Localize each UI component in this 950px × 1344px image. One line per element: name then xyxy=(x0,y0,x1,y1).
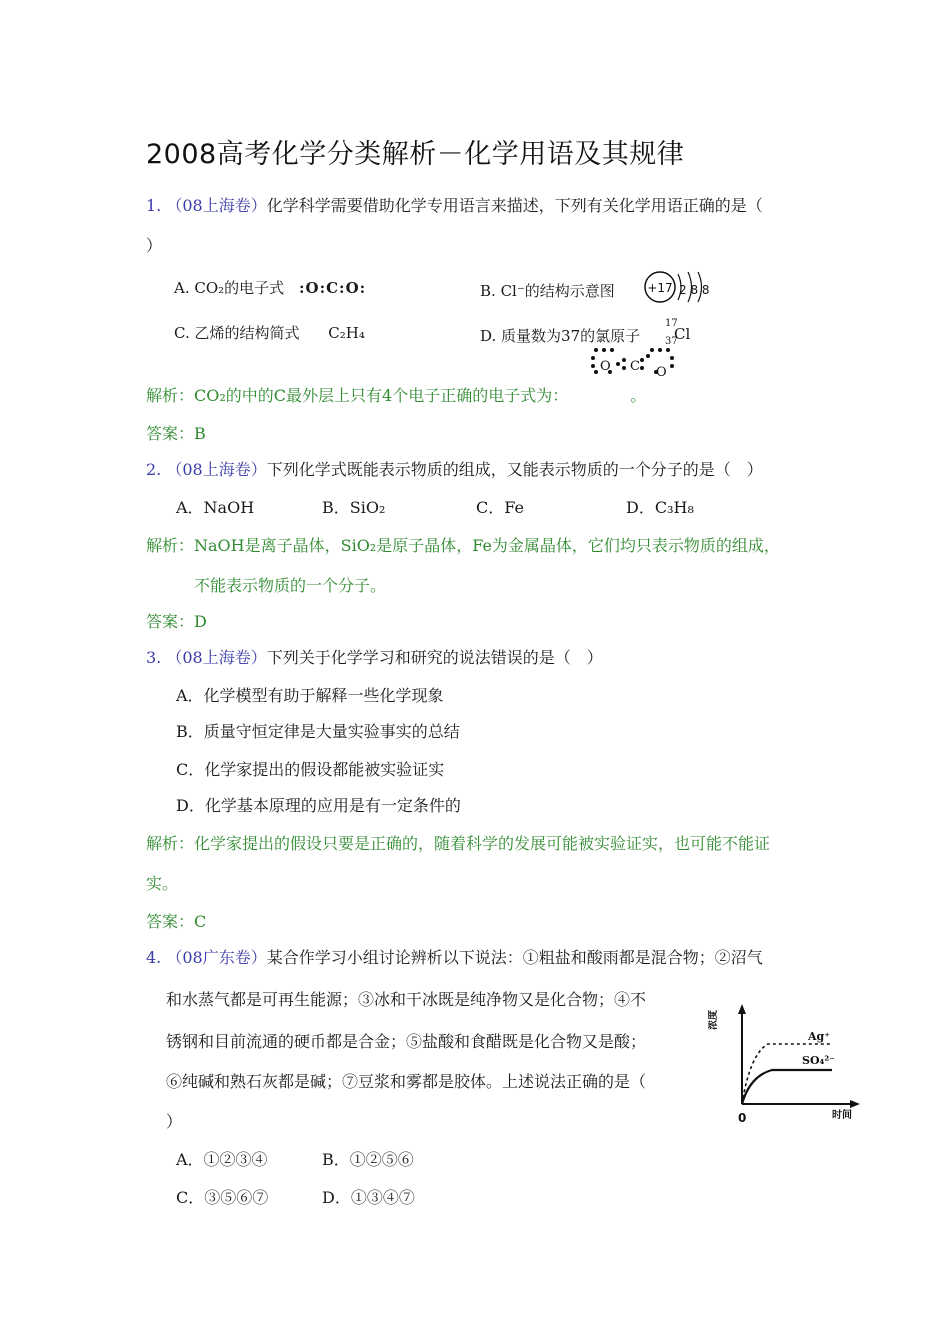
y-axis-arrow xyxy=(738,1004,746,1014)
ag-ion-curve xyxy=(742,1044,832,1104)
co2-correct-electron-formula xyxy=(590,344,685,380)
q4-option-b: B．①②⑤⑥ xyxy=(322,1150,414,1169)
analysis-2-line-1: 解析：NaOH是离子晶体，SiO₂是原子晶体，Fe为金属晶体，它们均只表示物质的组成， xyxy=(146,536,780,555)
q3-option-a: A．化学模型有助于解释一些化学现象 xyxy=(176,686,444,705)
co2-electron-formula: :O:C:O: xyxy=(298,279,367,297)
question-stem-end: ） xyxy=(146,236,163,255)
question-number: 2. xyxy=(146,460,162,479)
svg-text:O: O xyxy=(656,365,667,380)
q2-option-c: C．Fe xyxy=(476,498,524,517)
question-number: 1. xyxy=(146,196,162,215)
question-4-line-3: 锈钢和目前流通的硬币都是合金；⑤盐酸和食醋既是化合物又是酸； xyxy=(166,1032,647,1051)
ethylene-formula: C₂H₄ xyxy=(328,324,365,342)
analysis-3-line-1: 解析：化学家提出的假设只要是正确的，随着科学的发展可能被实验证实，也可能不能证 xyxy=(146,834,771,853)
q2-option-a: A．NaOH xyxy=(176,498,255,517)
q4-option-c: C．③⑤⑥⑦ xyxy=(176,1188,269,1207)
atomic-number: 17 xyxy=(665,318,678,329)
nucleus-charge: +17 xyxy=(647,281,673,295)
question-4-line-5: ） xyxy=(166,1112,183,1131)
analysis-2-line-2: 不能表示物质的一个分子。 xyxy=(194,576,387,595)
y-axis-label: 浓度 xyxy=(708,1010,719,1030)
x-axis-label: 时间 xyxy=(832,1110,852,1121)
question-stem: 下列关于化学学习和研究的说法错误的是（ ） xyxy=(266,648,603,667)
svg-text:O: O xyxy=(600,359,611,374)
mass-number: 37 xyxy=(665,336,678,347)
option-label: A. xyxy=(174,279,190,297)
option-label: C. xyxy=(174,324,190,342)
question-source: （08上海卷） xyxy=(166,196,267,215)
q3-option-b: B．质量守恒定律是大量实验事实的总结 xyxy=(176,722,460,741)
question-stem: 某合作学习小组讨论辨析以下说法：①粗盐和酸雨都是混合物；②沼气 xyxy=(266,948,763,967)
element-symbol: Cl xyxy=(674,325,691,343)
analysis-text: 解析：CO₂的中的C最外层上只有4个电子正确的电子式为： xyxy=(146,386,561,405)
question-source: （08上海卷） xyxy=(166,460,267,479)
question-4-line-4: ⑥纯碱和熟石灰都是碱；⑦豆浆和雾都是胶体。上述说法正确的是（ xyxy=(166,1072,647,1091)
x-axis-arrow xyxy=(850,1100,860,1108)
question-stem: 下列化学式既能表示物质的组成，又能表示物质的一个分子的是（ ） xyxy=(266,460,763,479)
concentration-time-graph xyxy=(708,1000,868,1130)
analysis-end: 。 xyxy=(630,386,647,405)
option-label: B. xyxy=(480,282,496,300)
option-c xyxy=(174,322,365,343)
svg-text:C: C xyxy=(630,359,640,374)
q2-option-d: D．C₃H₈ xyxy=(626,498,694,517)
answer-1: 答案：B xyxy=(146,424,206,443)
analysis-3-line-2: 实。 xyxy=(146,874,179,893)
answer-3: 答案：C xyxy=(146,912,207,931)
q2-option-b: B．SiO₂ xyxy=(322,498,386,517)
q3-option-d: D．化学基本原理的应用是有一定条件的 xyxy=(176,796,461,815)
question-number: 4. xyxy=(146,948,162,967)
sulfate-ion-label: SO₄²⁻ xyxy=(802,1054,835,1067)
question-4-line-2: 和水蒸气都是可再生能源；③冰和干冰既是纯净物又是化合物；④不 xyxy=(166,990,647,1009)
question-1 xyxy=(146,196,763,216)
answer-2: 答案：D xyxy=(146,612,207,631)
question-number: 3. xyxy=(146,648,162,667)
option-b xyxy=(480,280,615,301)
question-source: （08上海卷） xyxy=(166,648,267,667)
page-title: 2008高考化学分类解析－化学用语及其规律 xyxy=(146,139,685,170)
option-text: 乙烯的结构简式 xyxy=(194,324,300,342)
question-4 xyxy=(146,948,763,968)
q4-option-d: D．①③④⑦ xyxy=(322,1188,415,1207)
analysis-1 xyxy=(146,386,646,406)
question-2 xyxy=(146,460,763,480)
question-3 xyxy=(146,648,603,668)
option-label: D. xyxy=(480,327,497,345)
ag-ion-label: Ag⁺ xyxy=(808,1030,831,1043)
option-d xyxy=(480,325,640,346)
question-stem: 化学科学需要借助化学专用语言来描述，下列有关化学用语正确的是（ xyxy=(266,196,763,215)
chloride-ion-structure-diagram xyxy=(640,266,710,308)
q3-option-c: C．化学家提出的假设都能被实验证实 xyxy=(176,760,445,779)
electron-shells: 2 8 8 xyxy=(679,283,710,297)
option-a xyxy=(174,277,366,298)
q4-option-a: A．①②③④ xyxy=(176,1150,268,1169)
sulfate-ion-curve xyxy=(742,1070,832,1104)
origin-label: 0 xyxy=(738,1111,747,1125)
question-source: （08广东卷） xyxy=(166,948,267,967)
option-text: Cl⁻的结构示意图 xyxy=(500,282,615,300)
option-text: 质量数为37的氯原子 xyxy=(501,327,641,345)
option-text: CO₂的电子式 xyxy=(194,279,285,297)
